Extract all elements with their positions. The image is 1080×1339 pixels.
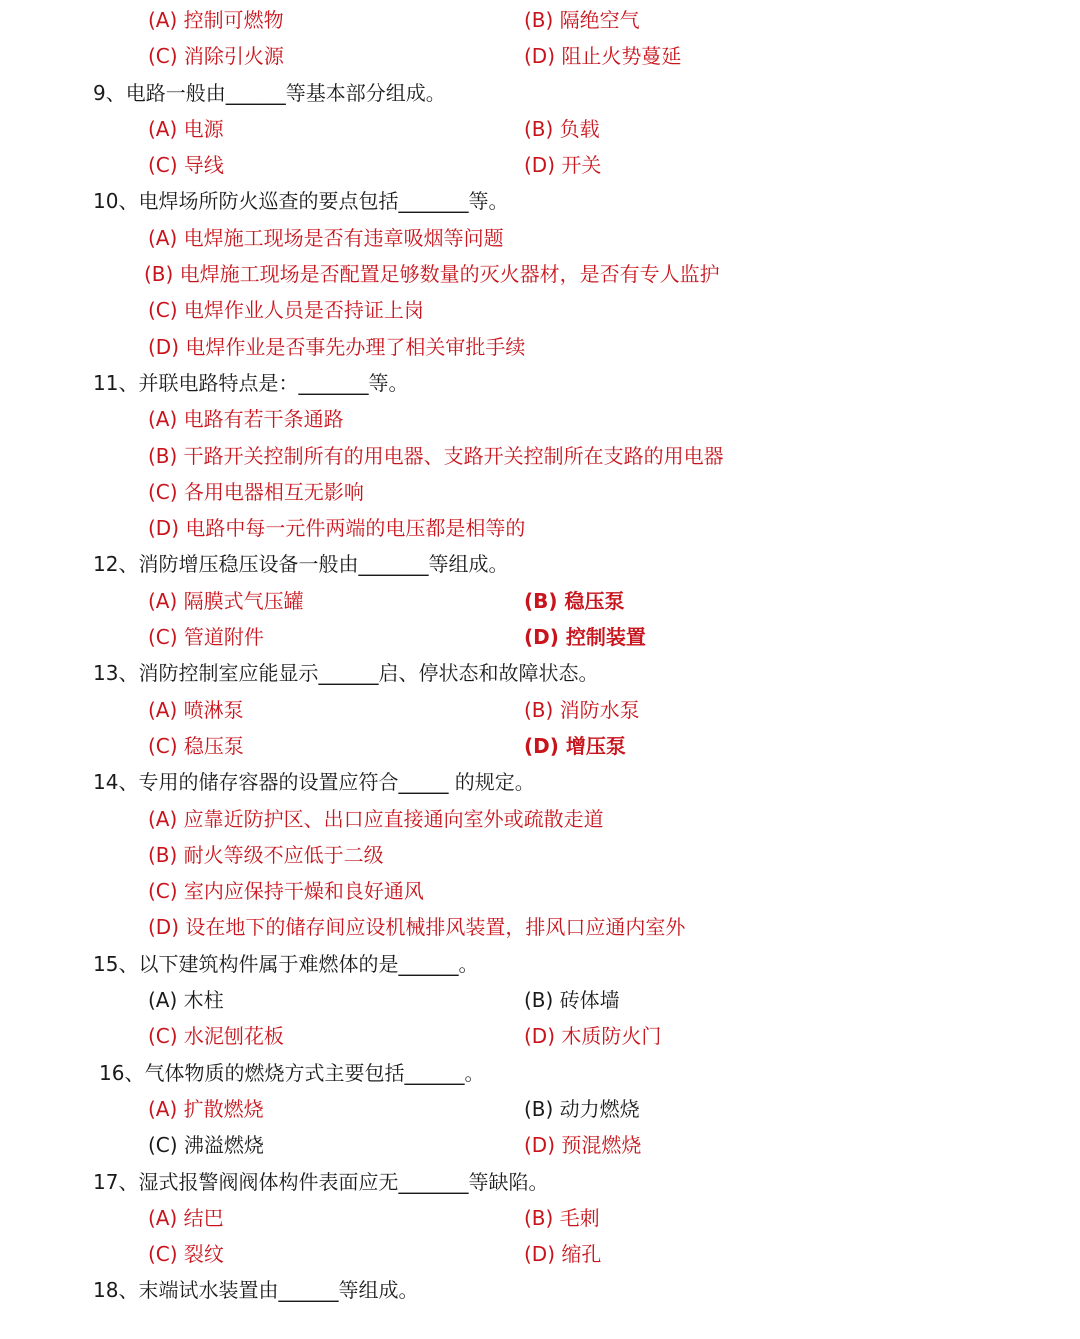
q16-option-d: (D) 预混燃烧 (524, 1133, 642, 1158)
q11-option-b: (B) 干路开关控制所有的用电器、支路开关控制所在支路的用电器 (148, 443, 724, 468)
q16-option-b: (B) 动力燃烧 (524, 1096, 640, 1121)
q8-option-a: (A) 控制可燃物 (148, 8, 284, 32)
q17-option-c: (C) 裂纹 (148, 1242, 224, 1267)
q12-option-c: (C) 管道附件 (148, 625, 264, 650)
q12-options-row-2 (0, 619, 1080, 655)
q9-option-b: (B) 负载 (524, 116, 600, 141)
q9-stem: 9、电路一般由______等基本部分组成。 (93, 80, 446, 105)
q12-option-d: (D) 控制装置 (524, 625, 646, 650)
q15-option-d: (D) 木质防火门 (524, 1024, 662, 1049)
q15-option-a: (A) 木柱 (148, 988, 224, 1013)
q12-stem: 12、消防增压稳压设备一般由_______等组成。 (93, 552, 509, 577)
q11-stem: 11、并联电路特点是：_______等。 (93, 370, 409, 395)
q8-option-d: (D) 阻止火势蔓延 (524, 44, 682, 69)
q14-option-b: (B) 耐火等级不应低于二级 (148, 842, 384, 867)
q10-option-b: (B) 电焊施工现场是否配置足够数量的灭火器材，是否有专人监护 (144, 262, 720, 287)
q10-option-a: (A) 电焊施工现场是否有违章吸烟等问题 (148, 225, 504, 250)
q13-option-b: (B) 消防水泵 (524, 697, 640, 722)
q12-options-row-1 (0, 583, 1080, 619)
q16-option-c: (C) 沸溢燃烧 (148, 1133, 264, 1158)
q15-options-row-1 (0, 982, 1080, 1018)
q16-option-a: (A) 扩散燃烧 (148, 1096, 264, 1121)
q16-options-row-2 (0, 1127, 1080, 1163)
q13-options-row-1 (0, 692, 1080, 728)
q18-stem: 18、末端试水装置由______等组成。 (93, 1278, 419, 1303)
q13-option-a: (A) 喷淋泵 (148, 697, 244, 722)
q9-options-row-1 (0, 111, 1080, 147)
q13-stem: 13、消防控制室应能显示______启、停状态和故障状态。 (93, 661, 599, 686)
q17-options-row-2 (0, 1236, 1080, 1272)
q17-options-row-1 (0, 1200, 1080, 1236)
q14-option-a: (A) 应靠近防护区、出口应直接通向室外或疏散走道 (148, 806, 604, 831)
q10-option-c: (C) 电焊作业人员是否持证上岗 (148, 298, 424, 323)
q15-option-b: (B) 砖体墙 (524, 988, 620, 1013)
q9-option-d: (D) 开关 (524, 153, 602, 178)
q14-stem: 14、专用的储存容器的设置应符合_____ 的规定。 (93, 770, 535, 795)
q9-option-a: (A) 电源 (148, 116, 224, 141)
q14-option-c: (C) 室内应保持干燥和良好通风 (148, 879, 424, 904)
q17-option-d: (D) 缩孔 (524, 1242, 602, 1267)
q12-option-a: (A) 隔膜式气压罐 (148, 588, 304, 613)
q11-option-c: (C) 各用电器相互无影响 (148, 479, 364, 504)
q11-option-d: (D) 电路中每一元件两端的电压都是相等的 (148, 516, 526, 541)
q8-option-b: (B) 隔绝空气 (524, 8, 640, 32)
q11-option-a: (A) 电路有若干条通路 (148, 407, 344, 432)
q12-option-b: (B) 稳压泵 (524, 588, 625, 613)
q13-option-c: (C) 稳压泵 (148, 733, 244, 758)
q9-options-row-2 (0, 147, 1080, 183)
q16-stem: 16、气体物质的燃烧方式主要包括______。 (99, 1060, 485, 1085)
q17-stem: 17、湿式报警阀阀体构件表面应无_______等缺陷。 (93, 1169, 549, 1194)
q10-option-d: (D) 电焊作业是否事先办理了相关审批手续 (148, 334, 526, 359)
q9-option-c: (C) 导线 (148, 153, 224, 178)
q14-option-d: (D) 设在地下的储存间应设机械排风装置，排风口应通内室外 (148, 915, 686, 940)
q15-stem: 15、以下建筑构件属于难燃体的是______。 (93, 951, 479, 976)
q15-option-c: (C) 水泥刨花板 (148, 1024, 284, 1049)
q13-option-d: (D) 增压泵 (524, 733, 626, 758)
q8-options-row-2 (0, 38, 1080, 74)
exam-page (0, 2, 1080, 1309)
q15-options-row-2 (0, 1018, 1080, 1054)
q8-options-row-1 (0, 2, 1080, 38)
q17-option-a: (A) 结巴 (148, 1205, 224, 1230)
q17-option-b: (B) 毛刺 (524, 1205, 600, 1230)
q8-option-c: (C) 消除引火源 (148, 44, 284, 69)
q10-stem: 10、电焊场所防火巡查的要点包括_______等。 (93, 189, 509, 214)
q13-options-row-2 (0, 728, 1080, 764)
q16-options-row-1 (0, 1091, 1080, 1127)
